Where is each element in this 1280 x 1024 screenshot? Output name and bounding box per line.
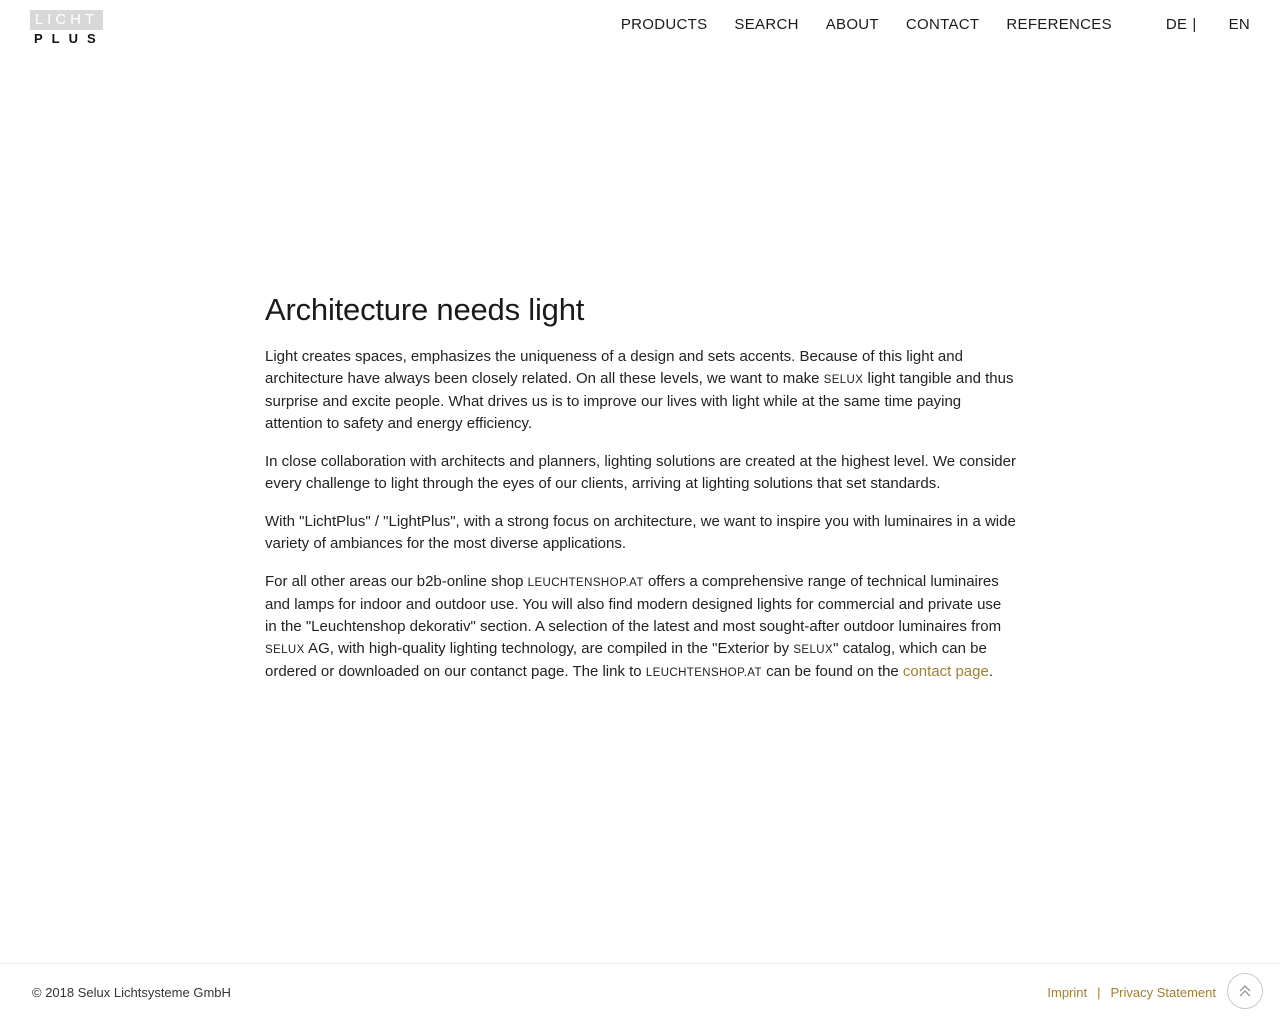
p1-text-a: Light creates spaces, emphasizes the uniqueness of a design and sets accents. Because of this light and architecture have always been closely related. On all these levels, we want to make <box>265 348 963 387</box>
p4-text-c: AG, with high-quality lighting technology, are compiled in the "Exterior by <box>304 640 794 657</box>
copyright: © 2018 Selux Lichtsysteme GmbH <box>32 985 231 1000</box>
site-header <box>0 0 1280 60</box>
nav-contact[interactable]: CONTACT <box>905 16 980 33</box>
selux-brand: SELUX <box>793 644 834 656</box>
lang-separator: | <box>1192 16 1197 33</box>
paragraph-4 <box>265 571 1017 684</box>
paragraph-1 <box>265 346 1017 435</box>
logo[interactable] <box>30 10 103 46</box>
p4-text-a: For all other areas our b2b-online shop <box>265 573 528 590</box>
logo-bottom-text: PLUS <box>34 31 105 46</box>
nav-references[interactable]: REFERENCES <box>1006 16 1112 33</box>
p4-text-d: " catalog, which can be ordered or downloaded on our contanct page. The link to <box>265 640 987 680</box>
nav-products[interactable]: PRODUCTS <box>620 16 708 33</box>
footer-separator: | <box>1097 985 1101 1000</box>
lang-en[interactable]: EN <box>1228 16 1250 33</box>
scroll-to-top-button[interactable] <box>1227 973 1263 1009</box>
paragraph-3: With "LichtPlus" / "LightPlus", with a strong focus on architecture, we want to inspire you with luminaires in a wide variety of ambiances for the most diverse applications. <box>265 513 1016 552</box>
leuchtenshop-brand: LEUCHTENSHOP.AT <box>527 577 644 589</box>
p4-text-e: can be found on the <box>761 663 903 680</box>
lang-de[interactable]: DE <box>1165 16 1188 33</box>
nav-search[interactable]: SEARCH <box>734 16 799 33</box>
privacy-statement-link[interactable]: Privacy Statement <box>1110 985 1216 1000</box>
logo-top-text: LICHT <box>30 10 103 30</box>
p1-text-b: light tangible and thus surprise and excite people. What drives us is to improve our lives with light while at the same time paying attention to safety and energy efficiency. <box>265 370 1014 432</box>
double-chevron-up-icon <box>1237 983 1253 999</box>
selux-brand: SELUX <box>265 644 305 656</box>
selux-brand: SELUX <box>823 374 864 386</box>
main-content <box>265 292 1017 700</box>
main-nav <box>594 16 1250 33</box>
paragraph-2: In close collaboration with architects and planners, lighting solutions are created at the highest level. We consider every challenge to light through the eyes of our clients, arriving at lighting solutions that set standards. <box>265 453 1016 492</box>
imprint-link[interactable]: Imprint <box>1047 985 1088 1000</box>
p4-text-f: . <box>988 663 993 680</box>
p4-text-b: offers a comprehensive range of technical luminaires and lamps for indoor and outdoor use. You will also find modern designed lights for commercial and private use in the "Leuchtenshop dekorativ" section. A selection of the latest and most sought-after outdoor luminaires from <box>265 573 1002 635</box>
language-switcher <box>1139 16 1250 33</box>
page-title: Architecture needs light <box>265 292 585 327</box>
leuchtenshop-brand: LEUCHTENSHOP.AT <box>645 667 762 679</box>
footer-links <box>1047 985 1216 1000</box>
nav-about[interactable]: ABOUT <box>825 16 879 33</box>
site-footer <box>0 963 1280 1024</box>
contact-page-link[interactable]: contact page <box>902 663 989 680</box>
